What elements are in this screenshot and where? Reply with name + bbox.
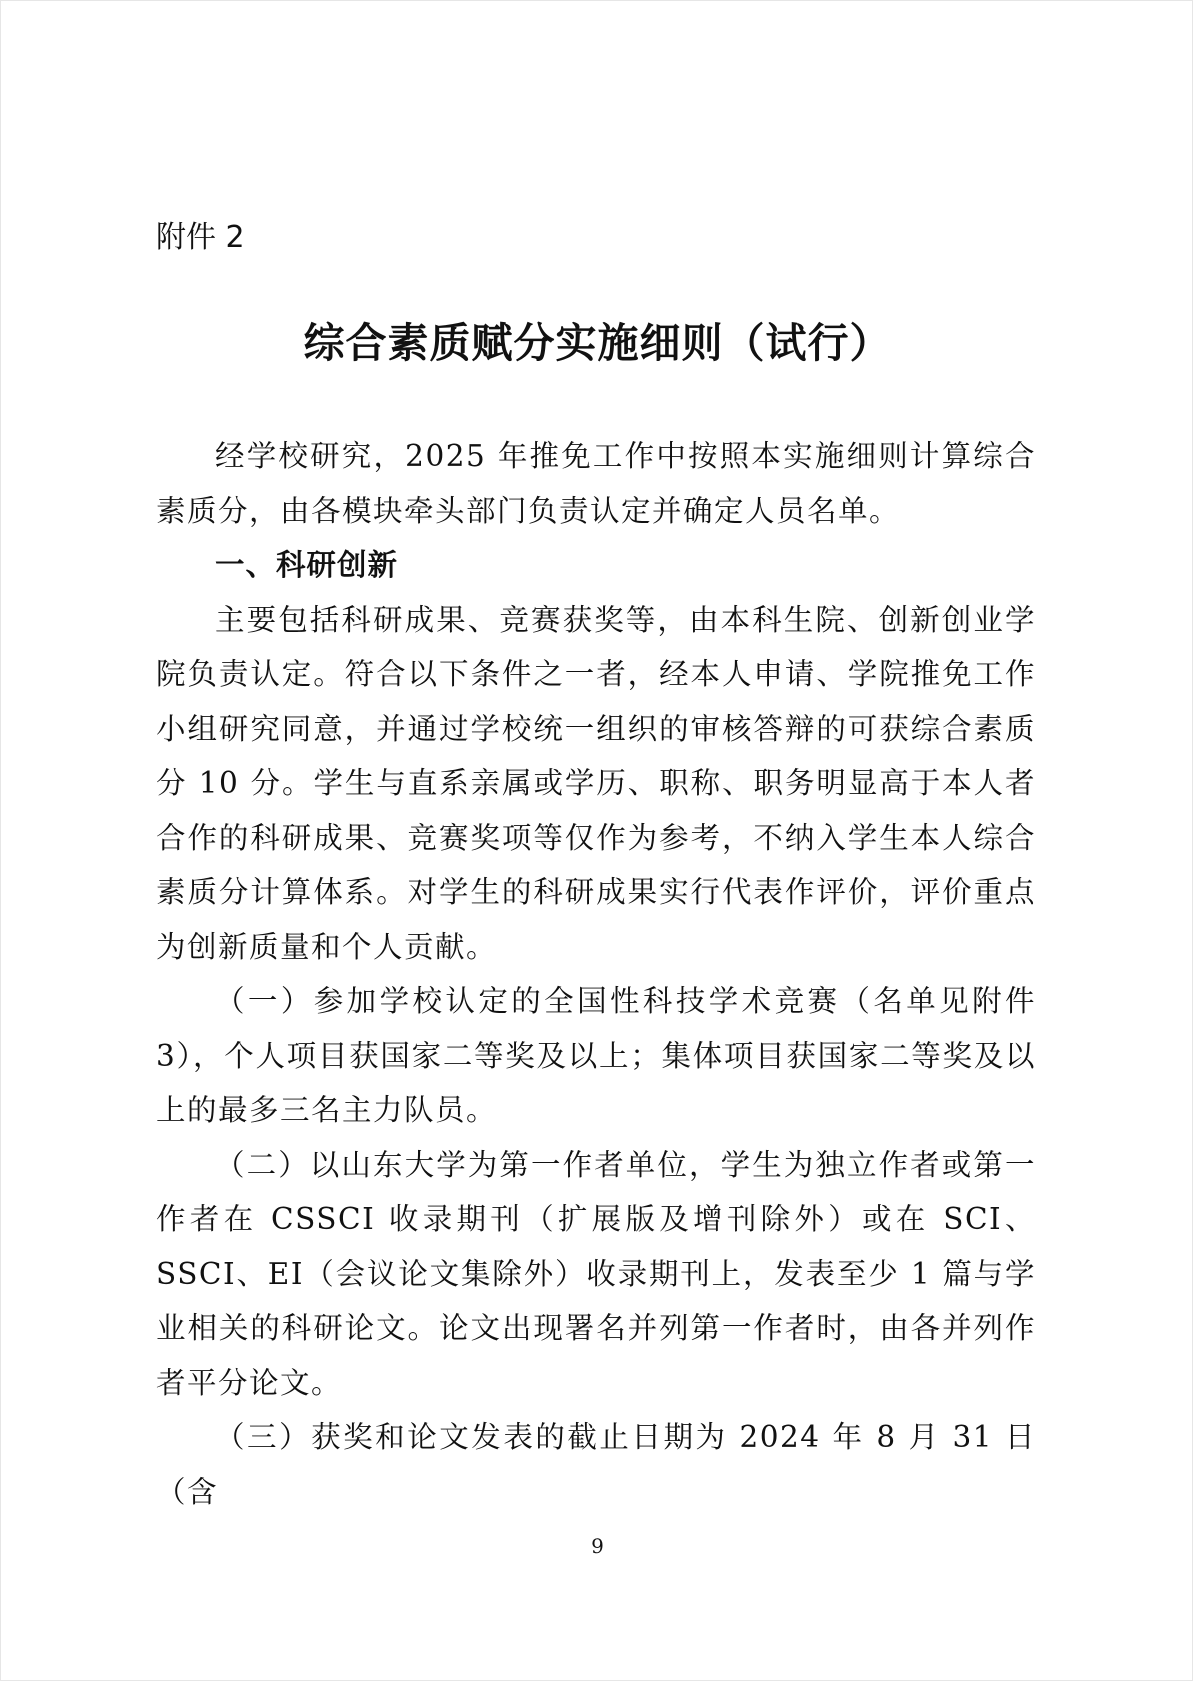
item-1-paragraph: （一）参加学校认定的全国性科技学术竞赛（名单见附件 3），个人项目获国家二等奖及以上；集体项目获国家二等奖及以上的最多三名主力队员。 [156, 984, 1036, 1127]
page-number: 9 [591, 1534, 604, 1558]
document-title: 综合素质赋分实施细则（试行） [303, 319, 892, 367]
item-3-paragraph: （三）获奖和论文发表的截止日期为 2024 年 8 月 31 日（含 [156, 1420, 1036, 1509]
document-body [156, 429, 1036, 1519]
item-2-paragraph: （二）以山东大学为第一作者单位，学生为独立作者或第一作者在 CSSCI 收录期刊（扩展版及增刊除外）或在 SCI、SSCI、EI（会议论文集除外）收录期刊上，发表至少 1 篇与学业相关的科研论文。论文出现署名并列第一作者时，由各并列作者平分论文。 [156, 1147, 1036, 1400]
section-heading: 一、科研创新 [215, 548, 399, 582]
section-paragraph: 主要包括科研成果、竞赛获奖等，由本科生院、创新创业学院负责认定。符合以下条件之一者，经本人申请、学院推免工作小组研究同意，并通过学校统一组织的审核答辩的可获综合素质分 10 分。学生与直系亲属或学历、职称、职务明显高于本人者合作的科研成果、竞赛奖项等仅作为参考，不纳入学生本人综合素质分计算体系。对学生的科研成果实行代表作评价，评价重点为创新质量和个人贡献。 [156, 602, 1036, 964]
attachment-label: 附件 2 [156, 220, 245, 255]
intro-paragraph: 经学校研究，2025 年推免工作中按照本实施细则计算综合素质分，由各模块牵头部门负责认定并确定人员名单。 [156, 439, 1036, 528]
